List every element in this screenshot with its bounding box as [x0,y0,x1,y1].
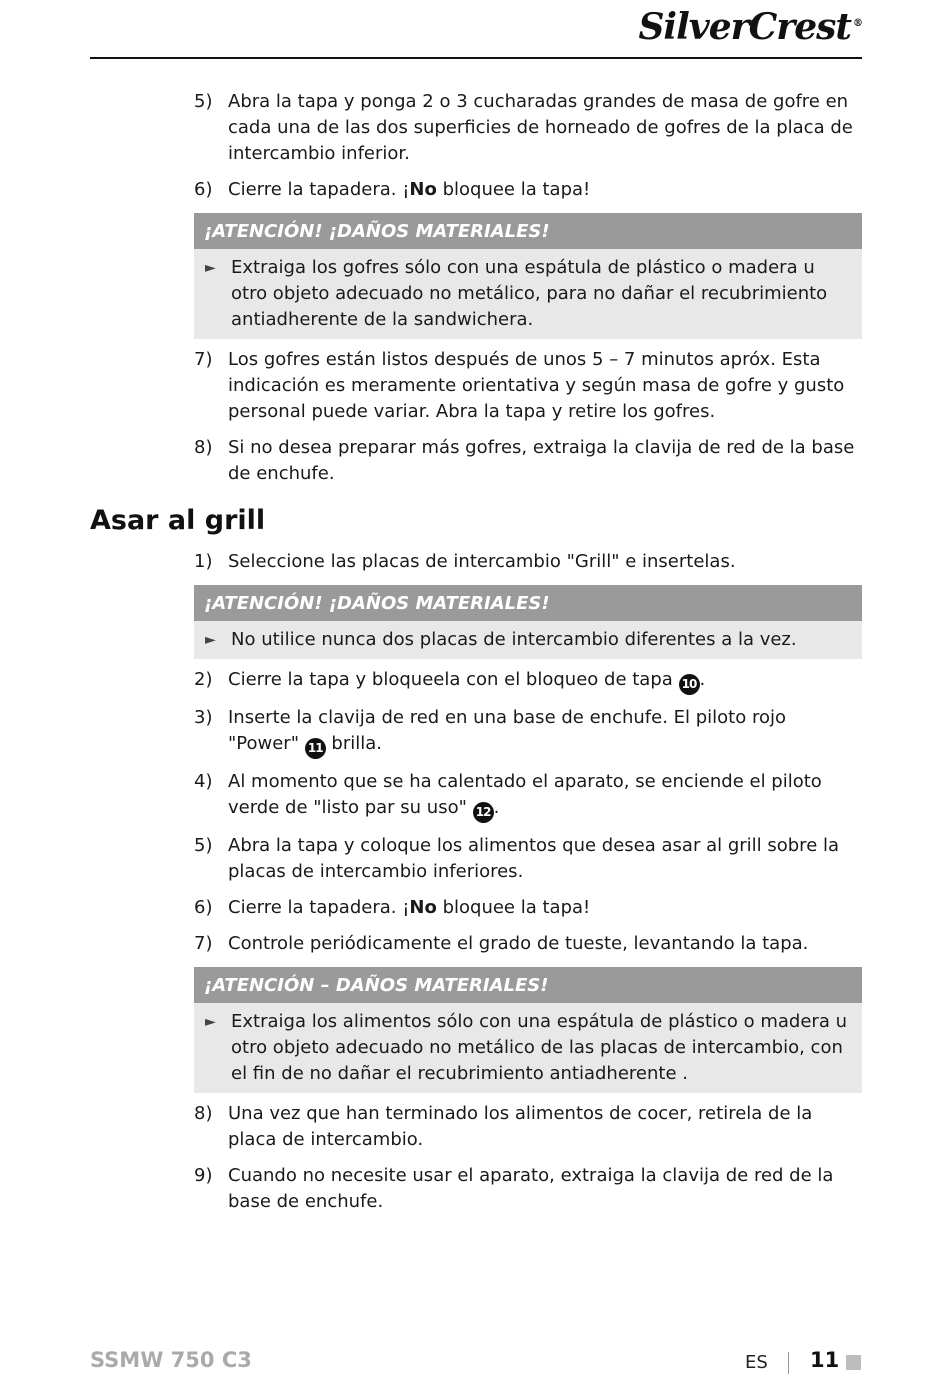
footer-square-icon [846,1355,861,1370]
warning-title: ¡ATENCIÓN! ¡DAÑOS MATERIALES! [194,213,862,249]
warning-title: ¡ATENCIÓN – DAÑOS MATERIALES! [194,967,862,1003]
warning-box [194,967,862,1093]
step-item: 5) Abra la tapa y ponga 2 o 3 cucharadas grandes de masa de gofre en cada una de las dos superficies de horneado de gofres de la placa de intercambio inferior. [194,91,853,164]
step-item: 5) Abra la tapa y coloque los alimentos que desea asar al grill sobre la placas de intercambio inferiores. [194,835,840,882]
header-rule [90,57,862,59]
step-item: 2) Cierre la tapa y bloqueela con el bloqueo de tapa 10 . [194,667,862,695]
warning-box [194,213,862,339]
footer-divider [788,1352,789,1374]
page-content [90,89,862,1225]
reference-number-badge: 10 [679,674,700,695]
brand-logo: SilverCrest ® [638,6,862,48]
step-item: 8) Una vez que han terminado los alimentos de cocer, retirela de la placa de intercambio. [194,1103,813,1150]
step-item: 7) Controle periódicamente el grado de tueste, levantando la tapa. [194,933,809,954]
step-item: 4) Al momento que se ha calentado el aparato, se enciende el piloto verde de "listo par su uso" 12 . [194,769,862,823]
footer-language: ES [745,1352,768,1373]
reference-number-badge: 12 [473,802,494,823]
step-item: 1) Seleccione las placas de intercambio "Grill" e insertelas. [194,551,736,572]
step-item: 9) Cuando no necesite usar el aparato, extraiga la clavija de red de la base de enchufe. [194,1165,834,1212]
section-heading: Asar al grill [90,505,266,536]
step-item: 7) Los gofres están listos después de unos 5 – 7 minutos apróx. Esta indicación es meramente orientativa y según masa de gofre y gusto personal puede variar. Abra la tapa y retire los gofres. [194,349,845,422]
warning-title: ¡ATENCIÓN! ¡DAÑOS MATERIALES! [194,585,862,621]
step-item: 6) Cierre la tapadera. ¡No bloquee la tapa! [194,897,591,918]
arrow-icon: ► [205,632,216,648]
footer-model: SSMW 750 C3 [90,1348,252,1372]
step-item: 8) Si no desea preparar más gofres, extraiga la clavija de red de la base de enchufe. [194,437,855,484]
step-item: 3) Inserte la clavija de red en una base de enchufe. El piloto rojo "Power" 11 brilla. [194,705,862,759]
warning-item: ► No utilice nunca dos placas de intercambio diferentes a la vez. [194,627,850,653]
page-number: 11 [810,1348,840,1372]
step-item: 6) Cierre la tapadera. ¡No bloquee la tapa! [194,179,591,200]
warning-item: ► Extraiga los alimentos sólo con una espátula de plástico o madera u otro objeto adecuado no metálico de las placas de intercambio, con el fin de no dañar el recubrimiento antiadherente . [205,1011,847,1084]
warning-item: ► Extraiga los gofres sólo con una espátula de plástico o madera u otro objeto adecuado no metálico, para no dañar el recubrimiento antiadherente de la sandwichera. [205,257,828,330]
arrow-icon: ► [205,260,216,276]
arrow-icon: ► [205,1014,216,1030]
reference-number-badge: 11 [305,738,326,759]
warning-box [194,585,862,659]
